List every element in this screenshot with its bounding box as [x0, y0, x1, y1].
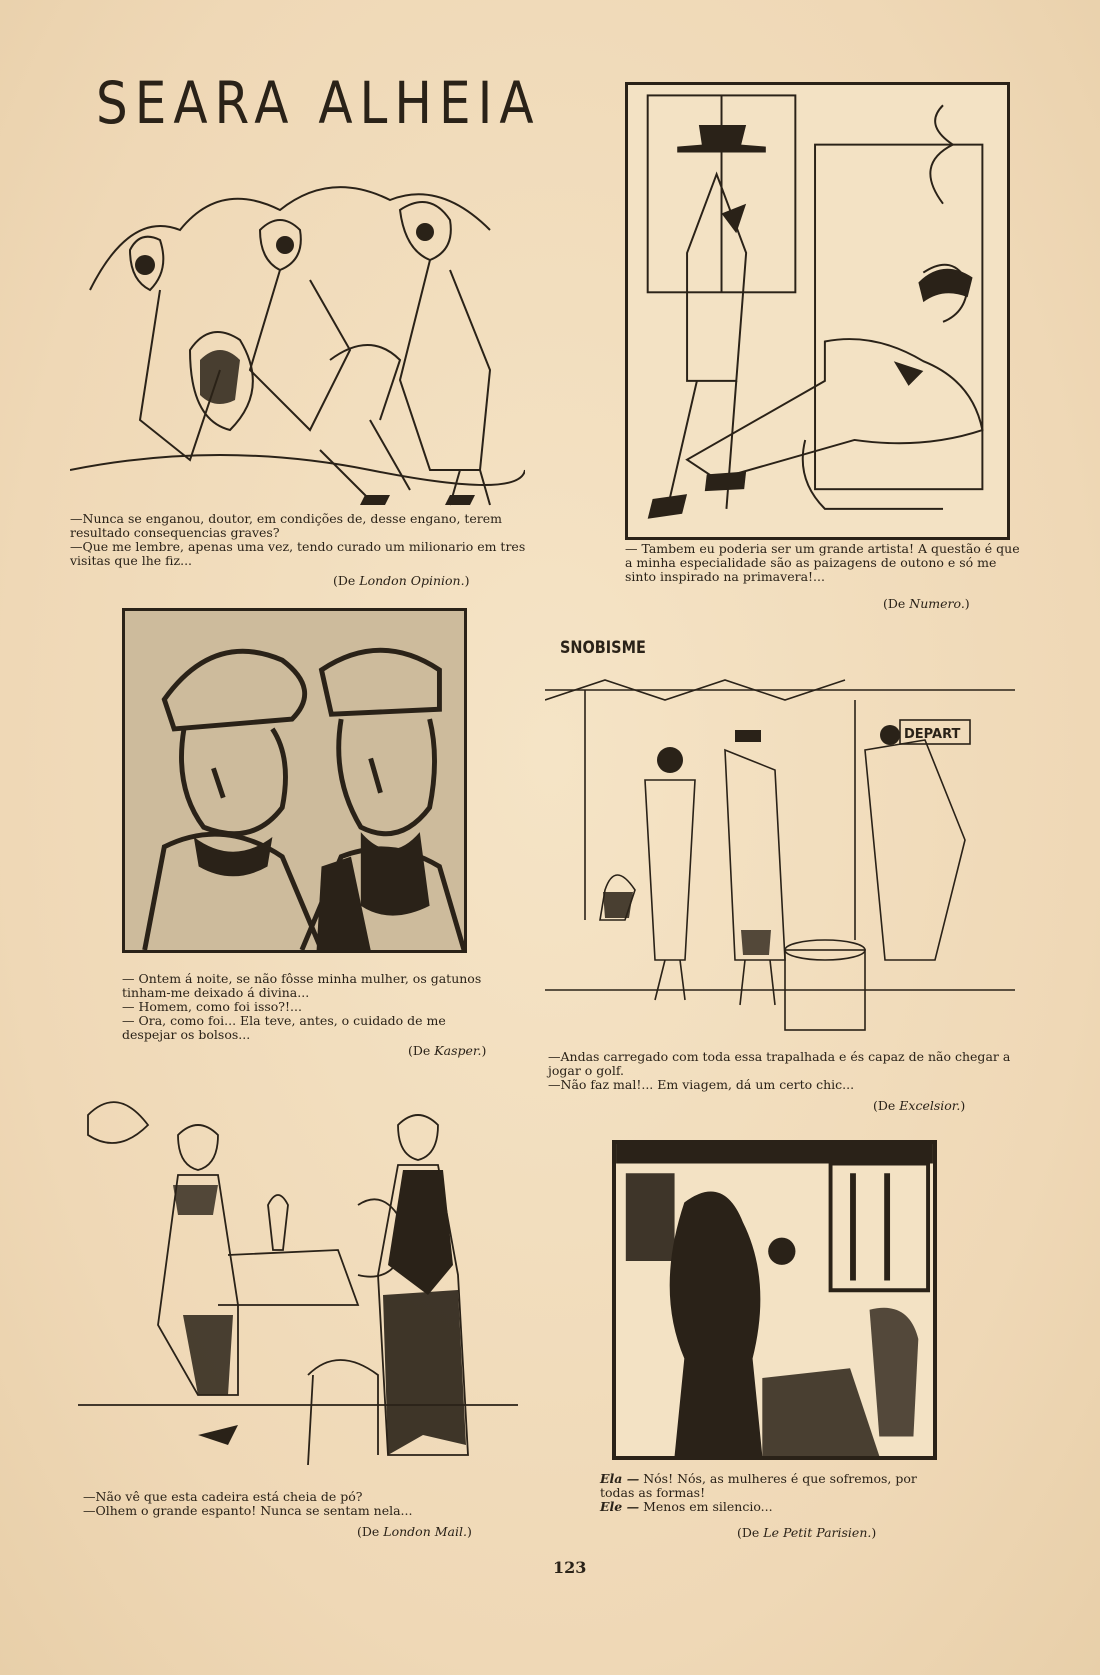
- source-4-name: Excelsior.: [899, 1098, 961, 1113]
- caption-6-line-3: Ele — Menos em silencio...: [600, 1499, 773, 1514]
- cartoon-2-illustration: [628, 85, 1007, 537]
- source-2: (De Numero.): [883, 596, 970, 611]
- caption-5-line-2: —Olhem o grande espanto! Nunca se sentam nela...: [83, 1503, 413, 1518]
- page-number: 123: [553, 1558, 587, 1577]
- source-5: (De London Mail.): [357, 1524, 472, 1539]
- caption-1-line-2: —Que me lembre, apenas uma vez, tendo curado um milionario em tres visitas que lhe fiz...: [70, 539, 526, 568]
- caption-3: [122, 972, 482, 1042]
- caption-3-line-1: — Ontem á noite, se não fôsse minha mulher, os gatunos tinham-me deixado á divina...: [122, 971, 482, 1000]
- cartoon-5-illustration: [78, 1075, 518, 1485]
- source-1: (De London Opinion.): [333, 573, 470, 588]
- page-title: SEARA ALHEIA: [96, 70, 541, 137]
- caption-3-line-3: — Ora, como foi... Ela teve, antes, o cuidado de me despejar os bolsos...: [122, 1013, 446, 1042]
- cartoon-1-illustration: [70, 170, 525, 510]
- caption-6: [600, 1472, 945, 1514]
- caption-3-line-2: — Homem, como foi isso?!...: [122, 999, 302, 1014]
- caption-5: [83, 1490, 523, 1518]
- cartoon-4-illustration: [545, 660, 1015, 1045]
- cartoon-drawing-1: [70, 170, 525, 510]
- cartoon-drawing-5: [78, 1075, 518, 1485]
- caption-2-line-1: — Tambem eu poderia ser um grande artista! A questão é que a minha especialidade são as paizagens de outono e só me sinto inspirado na primavera!...: [625, 541, 1020, 584]
- source-4: (De Excelsior.): [873, 1098, 966, 1113]
- caption-6-line-1: Ela — Nós! Nós, as mulheres é que sofremos, por todas as formas!: [600, 1471, 917, 1500]
- cartoon-drawing-3: [122, 608, 467, 953]
- source-6-name: Le Petit Parisien.: [763, 1525, 872, 1540]
- cartoon-drawing-4: [545, 660, 1015, 1045]
- source-5-name: London Mail.: [383, 1524, 467, 1539]
- source-1-name: London Opinion.: [359, 573, 465, 588]
- caption-1-line-1: —Nunca se enganou, doutor, em condições de, desse engano, terem resultado consequencias graves?: [70, 511, 503, 540]
- speaker-ela: Ela —: [600, 1471, 640, 1486]
- caption-4: [548, 1050, 1023, 1092]
- caption-2: [625, 542, 1020, 584]
- caption-1: [70, 512, 530, 568]
- cartoon-4-title: SNOBISME: [560, 638, 646, 658]
- source-6: (De Le Petit Parisien.): [737, 1525, 877, 1540]
- cartoon-6-illustration: [616, 1144, 933, 1456]
- speaker-ele: Ele —: [600, 1499, 640, 1514]
- depart-sign-text: DEPART: [904, 727, 961, 742]
- cartoon-3-illustration: [125, 611, 464, 950]
- source-2-name: Numero.: [909, 596, 965, 611]
- source-3: (De Kasper.): [408, 1043, 487, 1058]
- caption-5-line-1: —Não vê que esta cadeira está cheia de pó?: [83, 1489, 363, 1504]
- caption-4-line-1: —Andas carregado com toda essa trapalhada e és capaz de não chegar a jogar o golf.: [548, 1049, 1011, 1078]
- cartoon-drawing-2: [625, 82, 1010, 540]
- cartoon-drawing-6: [612, 1140, 937, 1460]
- caption-4-line-2: —Não faz mal!... Em viagem, dá um certo chic...: [548, 1077, 855, 1092]
- source-3-name: Kasper.: [434, 1043, 482, 1058]
